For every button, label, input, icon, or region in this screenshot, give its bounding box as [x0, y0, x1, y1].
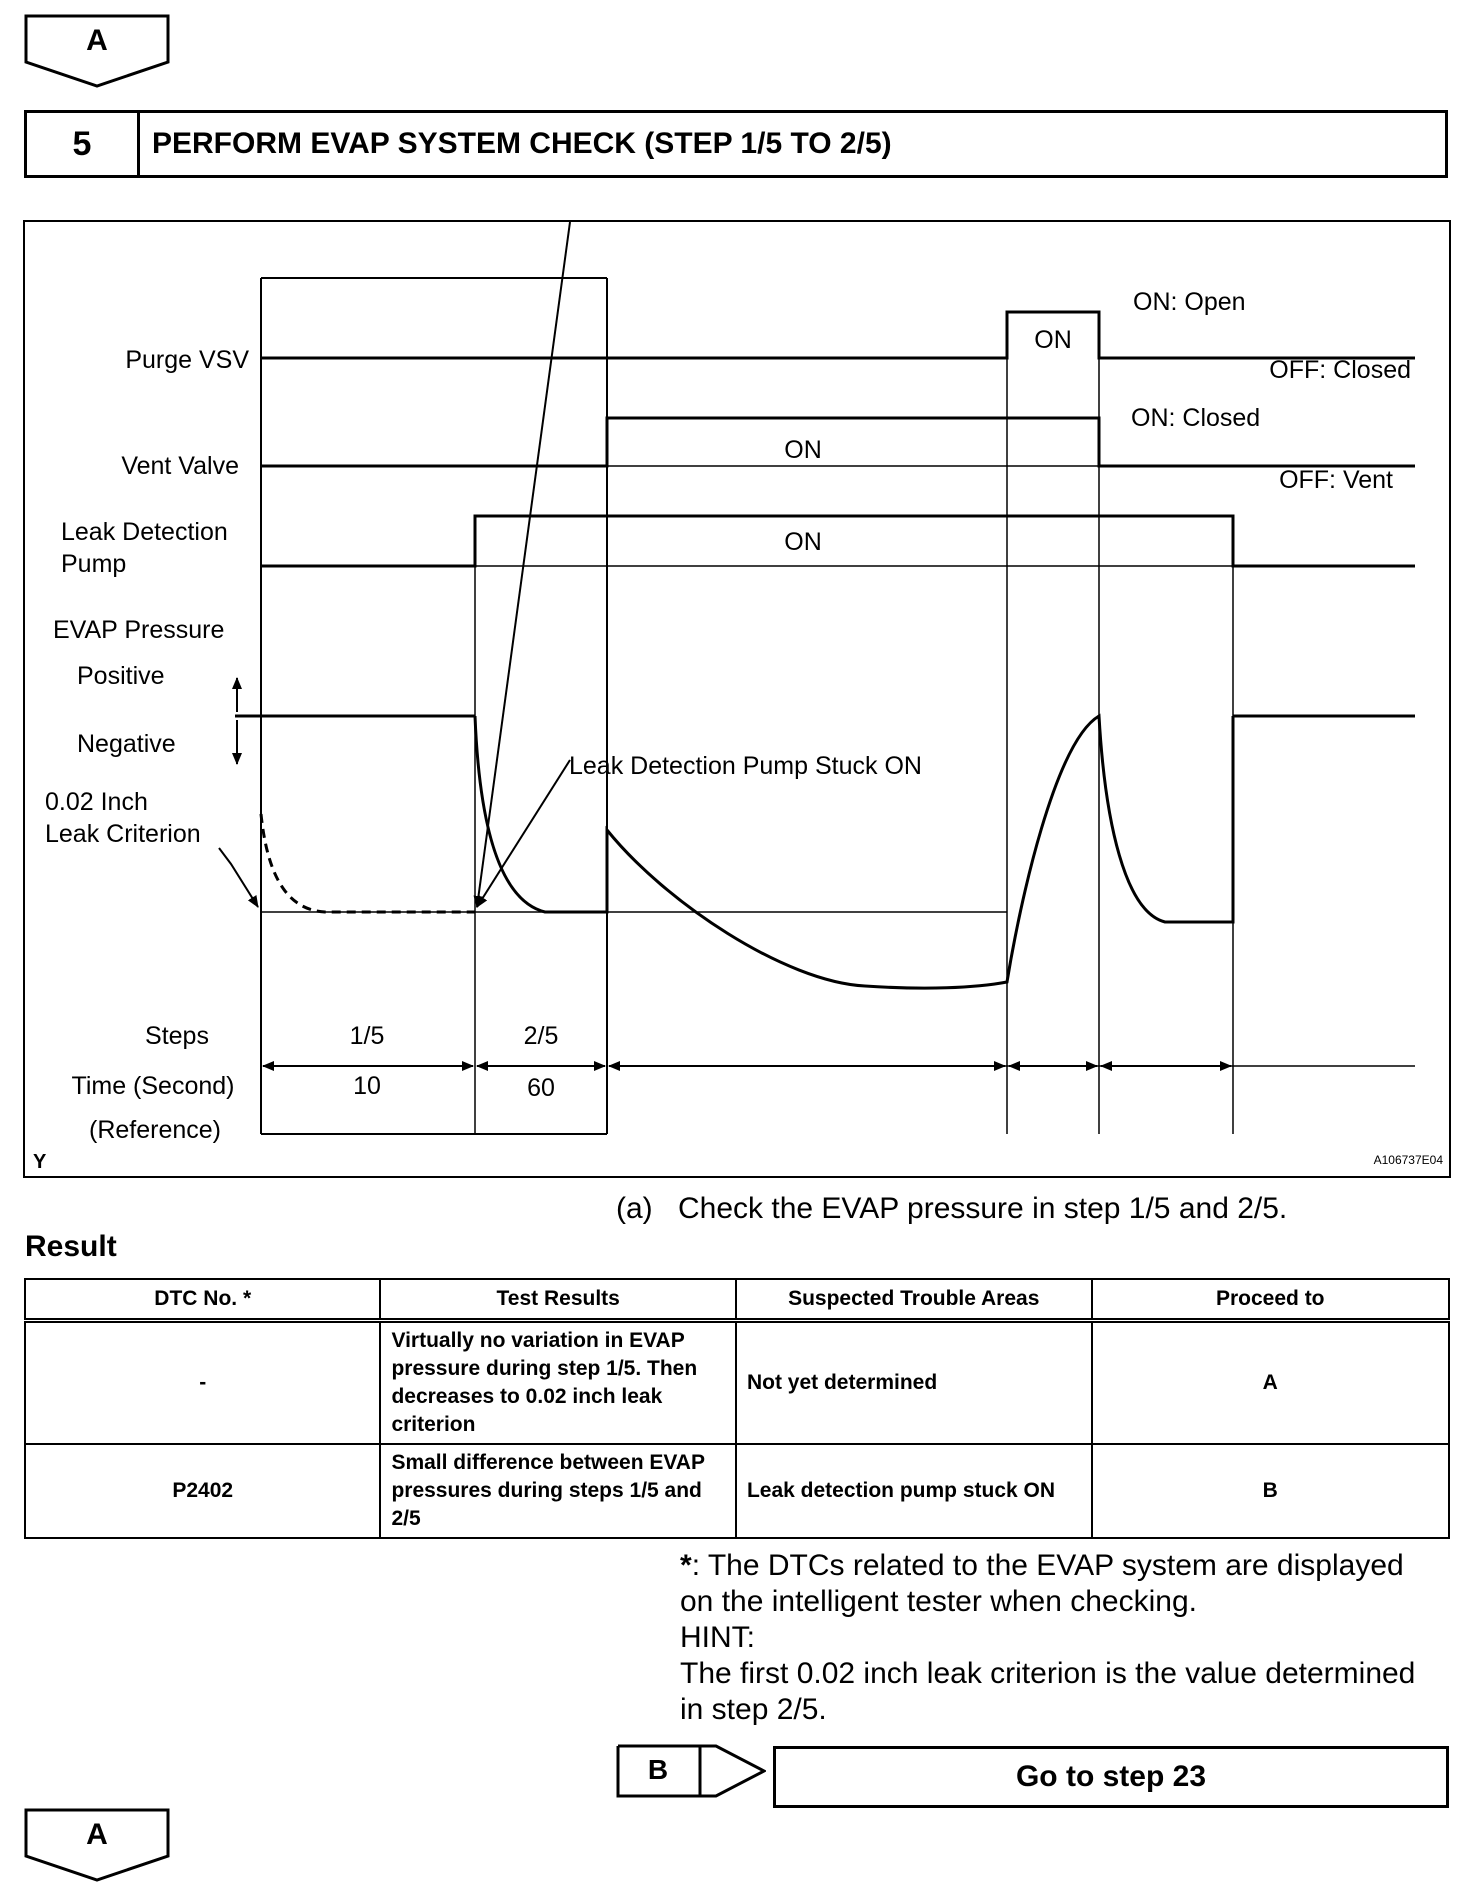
figure-code: A106737E04: [1373, 1153, 1443, 1167]
table-header-row: [25, 1279, 1449, 1321]
header-proceed: Proceed to: [1092, 1279, 1449, 1321]
footnote-text: : The DTCs related to the EVAP system are displayed on the intelligent tester when checking.: [680, 1549, 1404, 1618]
label-vent-valve: Vent Valve: [121, 452, 239, 480]
go-to-step-button[interactable]: Go to step 23: [773, 1746, 1449, 1808]
cell-dtc: P2402: [25, 1444, 380, 1538]
step-value-1: 1/5: [349, 1022, 385, 1050]
purge-on-label: ON: [1034, 326, 1072, 354]
cell-area: Not yet determined: [736, 1321, 1092, 1445]
evap-dashed-curve: [261, 814, 475, 912]
cell-dtc: -: [25, 1321, 380, 1445]
label-purge-vsv: Purge VSV: [125, 346, 249, 374]
notes: [680, 1548, 1440, 1728]
hint-text: The first 0.02 inch leak criterion is the value determined in step 2/5.: [680, 1657, 1416, 1726]
label-negative: Negative: [77, 730, 176, 758]
timing-diagram: [23, 220, 1451, 1178]
label-criterion-line2: Leak Criterion: [45, 820, 201, 848]
label-positive: Positive: [77, 662, 165, 690]
vent-on-state: ON: Closed: [1131, 404, 1261, 432]
time-value-1: 10: [353, 1072, 381, 1100]
time-value-2: 60: [527, 1074, 555, 1102]
label-criterion-line1: 0.02 Inch: [45, 788, 148, 816]
vent-off-state: OFF: Vent: [1279, 466, 1393, 494]
result-table: [24, 1278, 1450, 1539]
branch-a-label: A: [86, 1818, 108, 1851]
header-dtc: DTC No. *: [25, 1279, 380, 1321]
label-time: Time (Second): [71, 1072, 235, 1100]
result-title: Result: [25, 1230, 117, 1263]
table-row: [25, 1444, 1449, 1538]
step-title: PERFORM EVAP SYSTEM CHECK (STEP 1/5 TO 2/5): [152, 127, 892, 160]
branch-b-label: B: [647, 1754, 669, 1785]
step-value-2: 2/5: [523, 1022, 559, 1050]
step-frame: [261, 278, 607, 1134]
leak-pump-signal: [261, 516, 1415, 566]
purge-on-state: ON: Open: [1133, 288, 1246, 316]
branch-a-label: A: [86, 24, 108, 57]
header-test-results: Test Results: [380, 1279, 736, 1321]
footnote: [680, 1548, 1440, 1620]
cell-test: Virtually no variation in EVAP pressure during step 1/5. Then decreases to 0.02 inch leak criterion: [380, 1321, 736, 1445]
corner-mark: Y: [33, 1151, 47, 1173]
purge-vsv-signal: [261, 312, 1415, 358]
label-pump-line2: Pump: [61, 550, 127, 578]
criterion-pointer-arrow: [219, 848, 258, 907]
step-number: 5: [27, 113, 140, 175]
label-steps: Steps: [145, 1022, 209, 1050]
hint-label: HINT:: [680, 1621, 755, 1654]
check-instruction: [616, 1192, 1287, 1226]
check-text: Check the EVAP pressure in step 1/5 and 2/5.: [678, 1192, 1288, 1225]
branch-b-marker: [616, 1744, 766, 1808]
cell-test: Small difference between EVAP pressures during steps 1/5 and 2/5: [380, 1444, 736, 1538]
stuck-on-annotation: Leak Detection Pump Stuck ON: [569, 752, 922, 780]
cell-proceed: A: [1092, 1321, 1449, 1445]
label-reference: (Reference): [89, 1116, 221, 1144]
branch-a-marker-bottom: [24, 1808, 170, 1882]
cell-area: Leak detection pump stuck ON: [736, 1444, 1092, 1538]
branch-a-marker-top: [24, 14, 170, 88]
check-label: (a): [616, 1192, 653, 1225]
purge-off-state: OFF: Closed: [1269, 356, 1411, 384]
vent-on-label: ON: [784, 436, 822, 464]
time-gridlines: [475, 312, 1233, 1134]
stuck-on-pointer-arrow: [477, 222, 570, 907]
label-pump-line1: Leak Detection: [61, 518, 228, 546]
label-evap-pressure: EVAP Pressure: [53, 616, 225, 644]
step-header: [24, 110, 1448, 178]
footnote-mark: *: [680, 1549, 692, 1582]
table-row: [25, 1321, 1449, 1445]
cell-proceed: B: [1092, 1444, 1449, 1538]
pump-on-label: ON: [784, 528, 822, 556]
header-trouble-areas: Suspected Trouble Areas: [736, 1279, 1092, 1321]
